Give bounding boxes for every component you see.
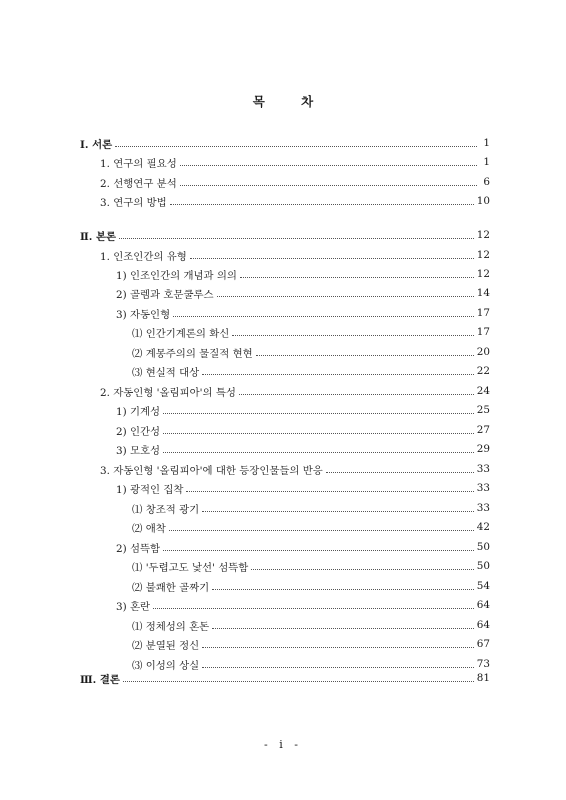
toc-entry-label: 3. 연구의 방법	[100, 194, 170, 209]
toc-entry-label: 1. 연구의 필요성	[100, 155, 180, 170]
toc-entry-label: 3) 자동인형	[116, 306, 173, 321]
toc-page-number: 33	[476, 463, 490, 475]
dot-leader	[169, 530, 474, 531]
toc-entry-label: ⑶ 이성의 상실	[132, 657, 202, 672]
toc-entry	[116, 401, 490, 419]
dot-leader	[180, 165, 477, 166]
dot-leader	[251, 569, 473, 570]
page-number-footer: - i -	[264, 738, 302, 751]
toc-page-number: 22	[476, 365, 490, 377]
dot-leader	[186, 491, 473, 492]
toc-page-number: 50	[476, 541, 490, 553]
toc-entry-label: 2) 인간성	[116, 423, 163, 438]
toc-entry	[100, 246, 490, 264]
dot-leader	[232, 335, 473, 336]
toc-page-number: 81	[476, 672, 490, 684]
dot-leader	[163, 550, 474, 551]
toc-entry	[132, 343, 490, 361]
toc-entry-label: ⑵ 애착	[132, 520, 169, 535]
toc-entry-label: 2. 자동인형 '올림피아'의 특성	[100, 384, 239, 399]
dot-leader	[153, 608, 474, 609]
toc-entry	[132, 323, 490, 341]
toc-chapter	[80, 226, 490, 244]
toc-entry-label: 3. 자동인형 '올림피아'에 대한 등장인물들의 반응	[100, 462, 326, 477]
toc-entry	[100, 460, 490, 478]
toc-entry-label: ⑴ 창조적 광기	[132, 501, 202, 516]
toc-entry	[116, 265, 490, 283]
toc-page-number: 17	[476, 326, 490, 338]
toc-entry	[100, 382, 490, 400]
page-title: 목 차	[252, 94, 330, 109]
dot-leader	[202, 647, 474, 648]
toc-entry	[100, 173, 490, 191]
toc-entry-label: ⑶ 현실적 대상	[132, 364, 202, 379]
dot-leader	[173, 316, 474, 317]
dot-leader	[217, 296, 474, 297]
toc-entry-label: ⑵ 분열된 정신	[132, 637, 202, 652]
toc-page-number: 50	[476, 560, 490, 572]
toc-page-number: 67	[476, 638, 490, 650]
toc-entry-label: 3) 모호성	[116, 442, 163, 457]
toc-entry	[132, 499, 490, 517]
toc-entry-label: ⑵ 계몽주의의 물질적 현현	[132, 345, 256, 360]
toc-page-number: 20	[476, 346, 490, 358]
toc-entry-label: 3) 혼란	[116, 598, 153, 613]
dot-leader	[202, 511, 474, 512]
dot-leader	[256, 355, 474, 356]
dot-leader	[115, 146, 477, 147]
toc-entry	[116, 304, 490, 322]
toc-page-number: 17	[476, 307, 490, 319]
toc-entry-label: 1) 기계성	[116, 403, 163, 418]
toc-page-number: 73	[476, 658, 490, 670]
dot-leader	[212, 628, 474, 629]
dot-leader	[119, 238, 474, 239]
toc-chapter	[80, 669, 490, 687]
dot-leader	[163, 433, 474, 434]
toc-page-number: 33	[476, 482, 490, 494]
toc-entry	[100, 192, 490, 210]
toc-page-number: 24	[476, 385, 490, 397]
toc-page-number: 42	[476, 521, 490, 533]
dot-leader	[170, 204, 474, 205]
toc-entry	[132, 635, 490, 653]
toc-entry-label: Ⅱ. 본론	[80, 228, 119, 243]
dot-leader	[163, 452, 474, 453]
toc-page-number: 29	[476, 443, 490, 455]
toc-entry-label: ⑴ '두렵고도 낯선' 섬뜩함	[132, 559, 251, 574]
toc-entry-label: 2) 섬뜩함	[116, 540, 163, 555]
dot-leader	[326, 472, 474, 473]
toc-entry	[100, 153, 490, 171]
toc-entry-label: ⑴ 정체성의 혼돈	[132, 618, 212, 633]
dot-leader	[240, 277, 474, 278]
dot-leader	[123, 681, 474, 682]
toc-chapter	[80, 134, 490, 152]
toc-entry	[116, 479, 490, 497]
toc-entry-label: ⑵ 불쾌한 골짜기	[132, 579, 212, 594]
dot-leader	[239, 394, 474, 395]
toc-page-number: 25	[476, 404, 490, 416]
toc-entry	[132, 577, 490, 595]
toc-entry	[132, 557, 490, 575]
toc-page-number: 54	[476, 580, 490, 592]
toc-page-number: 12	[476, 249, 490, 261]
toc-entry	[116, 284, 490, 302]
toc-entry	[132, 616, 490, 634]
toc-page-number: 10	[476, 195, 490, 207]
toc-entry	[132, 362, 490, 380]
dot-leader	[212, 589, 474, 590]
toc-page-number: 1	[483, 156, 490, 168]
dot-leader	[180, 185, 477, 186]
toc-page-number: 1	[483, 137, 490, 149]
toc-entry	[116, 421, 490, 439]
toc-page-number: 64	[476, 599, 490, 611]
toc-page-number: 27	[476, 424, 490, 436]
toc-entry-label: ⑴ 인간기계론의 화신	[132, 325, 232, 340]
toc-entry-label: 1) 광적인 집착	[116, 481, 186, 496]
toc-entry-label: 1. 인조인간의 유형	[100, 248, 190, 263]
toc-entry	[116, 538, 490, 556]
toc-page-number: 6	[483, 176, 490, 188]
toc-entry-label: Ⅰ. 서론	[80, 136, 115, 151]
toc-entry	[116, 440, 490, 458]
toc-page-number: 12	[476, 229, 490, 241]
toc-entry-label: 2. 선행연구 분석	[100, 175, 180, 190]
toc-page-number: 64	[476, 619, 490, 631]
toc-entry	[116, 596, 490, 614]
toc-entry-label: 1) 인조인간의 개념과 의의	[116, 267, 240, 282]
toc-entry	[132, 518, 490, 536]
toc-page-number: 14	[476, 287, 490, 299]
toc-entry-label: Ⅲ. 결론	[80, 671, 123, 686]
toc-page-number: 12	[476, 268, 490, 280]
toc-page-number: 33	[476, 502, 490, 514]
dot-leader	[163, 413, 474, 414]
dot-leader	[202, 374, 474, 375]
dot-leader	[190, 258, 474, 259]
toc-entry-label: 2) 골렘과 호문쿨루스	[116, 286, 217, 301]
dot-leader	[202, 667, 474, 668]
